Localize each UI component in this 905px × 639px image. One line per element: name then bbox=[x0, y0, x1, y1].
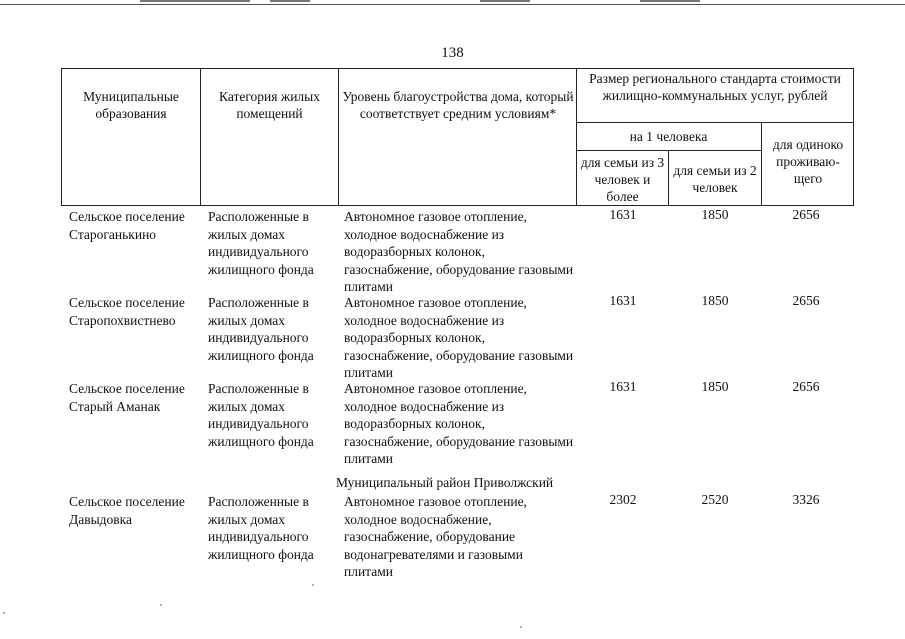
header-size: Размер регионального стандарта стоимости жилищно-коммунальных услуг, рублей bbox=[589, 71, 841, 103]
scan-edge-line bbox=[0, 4, 905, 5]
scan-fragment bbox=[640, 0, 700, 2]
header-municipal: Муниципальные образования bbox=[83, 89, 179, 121]
scan-speck bbox=[160, 604, 162, 606]
cell-category: Расположенные в жилых домах индивидуального жилищного фонда bbox=[208, 209, 314, 277]
header-category: Категория жилых помещений bbox=[219, 89, 320, 121]
scan-fragment bbox=[140, 0, 250, 2]
header-divider bbox=[668, 150, 669, 206]
scan-speck bbox=[520, 626, 522, 628]
cell-level: Автономное газовое отопление, холодное водоснабжение из водоразборных колонок, газоснабжение, оборудование газовыми плитами bbox=[344, 381, 574, 466]
header-family2: для семьи из 2 человек bbox=[673, 163, 757, 195]
scan-fragment bbox=[480, 0, 530, 2]
header-single: для одиноко проживаю-щего bbox=[772, 137, 844, 186]
header-divider bbox=[200, 68, 201, 206]
cell-category: Расположенные в жилых домах индивидуального жилищного фонда bbox=[208, 295, 314, 363]
scan-fragment bbox=[270, 0, 310, 2]
cell-municipal: Сельское поселение Староганькино bbox=[69, 209, 185, 242]
cell-family2: 1850 bbox=[701, 207, 729, 222]
cell-single: 2656 bbox=[792, 293, 820, 308]
cell-category: Расположенные в жилых домах индивидуального жилищного фонда bbox=[208, 381, 314, 449]
cell-level: Автономное газовое отопление, холодное водоснабжение из водоразборных колонок, газоснабжение, оборудование газовыми плитами bbox=[344, 209, 574, 294]
cell-family2: 1850 bbox=[701, 379, 729, 394]
cell-category: Расположенные в жилых домах индивидуального жилищного фонда bbox=[208, 494, 314, 562]
cell-single: 2656 bbox=[792, 207, 820, 222]
cell-family3: 1631 bbox=[609, 379, 637, 394]
cell-family3: 1631 bbox=[609, 293, 637, 308]
cell-municipal: Сельское поселение Давыдовка bbox=[69, 494, 185, 527]
cell-level: Автономное газовое отопление, холодное водоснабжение, газоснабжение, оборудование водонагревателями и газовыми плитами bbox=[344, 494, 527, 579]
header-divider bbox=[576, 122, 854, 123]
cell-level: Автономное газовое отопление, холодное водоснабжение из водоразборных колонок, газоснабжение, оборудование газовыми плитами bbox=[344, 295, 574, 380]
cell-family3: 1631 bbox=[609, 207, 637, 222]
cell-family3: 2302 bbox=[609, 492, 637, 507]
scan-speck bbox=[3, 612, 5, 614]
page-number: 138 bbox=[441, 45, 464, 61]
scan-speck bbox=[312, 584, 314, 586]
header-divider bbox=[761, 122, 762, 206]
cell-single: 2656 bbox=[792, 379, 820, 394]
header-divider bbox=[338, 68, 339, 206]
header-per-person: на 1 человека bbox=[629, 129, 708, 144]
cell-family2: 2520 bbox=[701, 492, 729, 507]
district-heading: Муниципальный район Приволжский bbox=[336, 475, 554, 490]
cell-family2: 1850 bbox=[701, 293, 729, 308]
header-level: Уровень благоустройства дома, который соответствует средним условиям* bbox=[342, 89, 574, 121]
cell-single: 3326 bbox=[792, 492, 820, 507]
header-divider bbox=[576, 68, 577, 206]
header-family3: для семьи из 3 человек и более bbox=[580, 155, 665, 204]
cell-municipal: Сельское поселение Старопохвистнево bbox=[69, 295, 185, 328]
cell-municipal: Сельское поселение Старый Аманак bbox=[69, 381, 185, 414]
